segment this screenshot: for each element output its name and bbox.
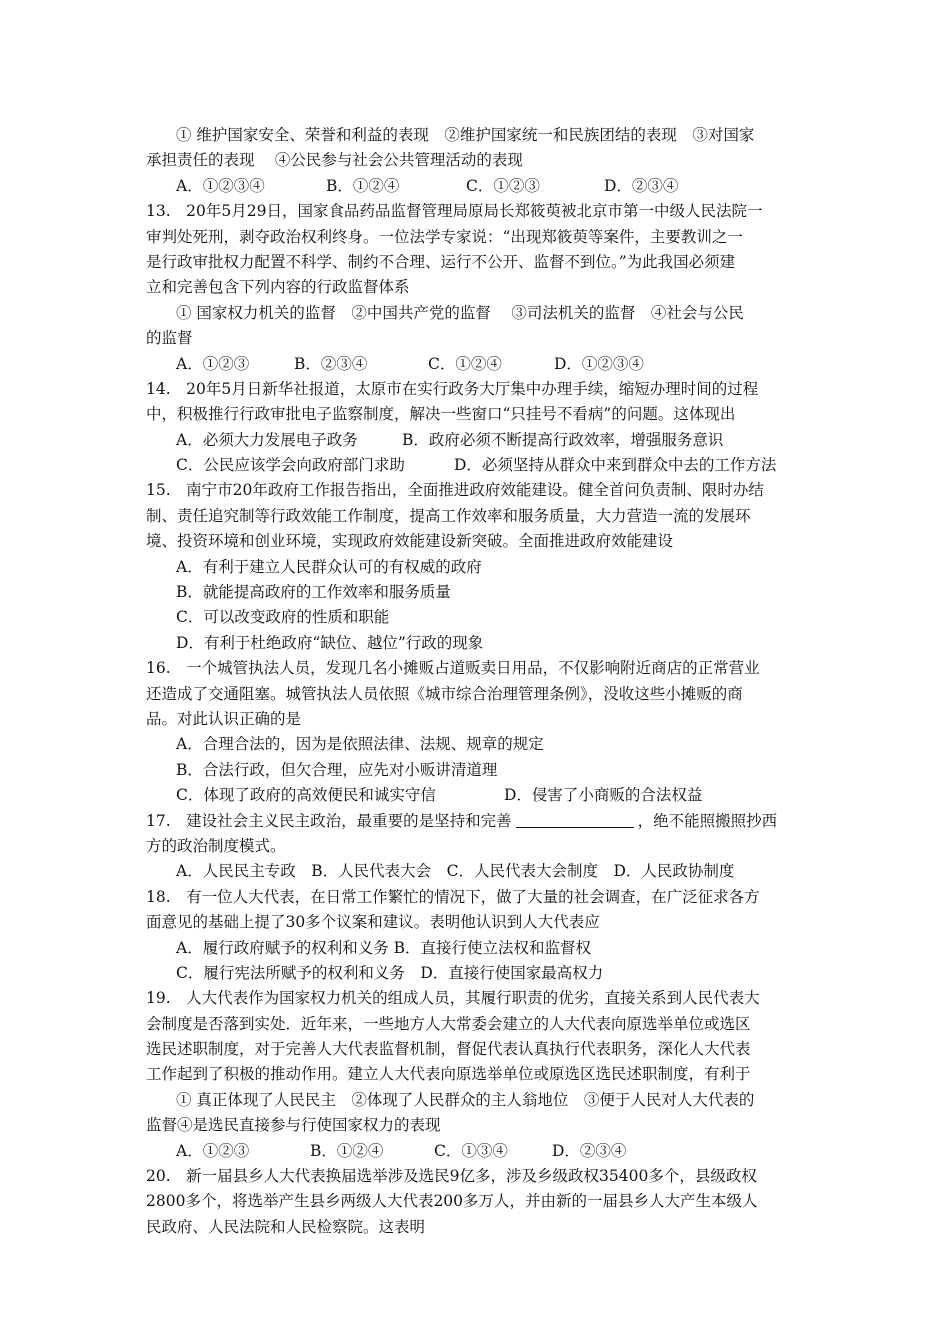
q20-stem-line3: 民政府、人民法院和人民检察院。这表明 [146, 1217, 426, 1236]
q16-option-a[interactable]: A．合理合法的，因为是依照法律、法规、规章的规定 [176, 735, 544, 754]
q13-option-c[interactable]: C．①②④ [428, 354, 502, 373]
q15-option-c[interactable]: C．可以改变政府的性质和职能 [176, 608, 390, 627]
q14-option-b[interactable]: B．政府必须不断提高行政效率，增强服务意识 [402, 430, 724, 449]
q19-choices-line2: 监督④是选民直接参与行使国家权力的表现 [146, 1116, 441, 1135]
q13-stem-line4: 立和完善包含下列内容的行政监督体系 [146, 278, 410, 297]
q20-stem-line2: 2800多个，将选举产生县乡两级人大代表200多万人，并由新的一届县乡人大产生本级人 [146, 1192, 758, 1211]
q13-options [146, 352, 808, 377]
q12-option-a[interactable]: A．①②③④ [176, 176, 265, 195]
q13-choices-line2: 的监督 [146, 329, 193, 348]
q18-stem-line1: 18. 有一位人大代表，在日常工作繁忙的情况下，做了大量的社会调查，在广泛征求各方 [146, 887, 760, 906]
q16-option-b[interactable]: B．合法行政，但欠合理，应先对小贩讲清道理 [176, 760, 498, 779]
q16-option-d[interactable]: D．侵害了小商贩的合法权益 [504, 786, 703, 805]
q20-stem-line1: 20. 新一届县乡人大代表换届选举涉及选民9亿多，涉及乡级政权35400多个，县级政权 [146, 1167, 757, 1186]
q13-stem-line2: 审判处死刑，剥夺政治权利终身。一位法学专家说：“出现郑筱萸等案件，主要教训之一 [146, 227, 743, 246]
q12-choices-line1: ① 维护国家安全、荣誉和利益的表现 ②维护国家统一和民族团结的表现 ③对国家 [176, 126, 755, 144]
q15-option-d[interactable]: D．有利于杜绝政府“缺位、越位”行政的现象 [176, 633, 484, 652]
q19-stem-line1: 19. 人大代表作为国家权力机关的组成人员，其履行职责的优劣，直接关系到人民代表大 [146, 989, 760, 1008]
page-content [146, 123, 808, 1240]
q19-options [146, 1139, 808, 1164]
q17-stem-line2: 方的政治制度模式。 [146, 836, 286, 855]
q14-options-row2 [146, 453, 808, 478]
q19-option-b[interactable]: B．①②④ [310, 1141, 384, 1160]
q15-stem-line2: 制、责任追究制等行政效能工作制度，提高工作效率和服务质量，大力营造一流的发展环 [146, 506, 751, 525]
q15-option-b[interactable]: B．就能提高政府的工作效率和服务质量 [176, 583, 451, 602]
q18-stem-line2: 面意见的基础上提了30多个议案和建议。表明他认识到人大代表应 [146, 913, 600, 932]
q19-option-a[interactable]: A．①②③ [176, 1141, 250, 1160]
q12-option-d[interactable]: D．②③④ [604, 176, 679, 195]
q18-options-ab[interactable]: A．履行政府赋予的权利和义务 B．直接行使立法权和监督权 [176, 938, 592, 957]
q13-option-d[interactable]: D．①②③④ [554, 354, 644, 373]
q19-choices-line1: ① 真正体现了人民民主 ②体现了人民群众的主人翁地位 ③便于人民对人大代表的 [176, 1090, 755, 1109]
q13-stem-line3: 是行政审批权力配置不科学、制约不合理、运行不公开、监督不到位。”为此我国必须建 [146, 252, 736, 271]
q16-stem-line2: 还造成了交通阻塞。城管执法人员依照《城市综合治理管理条例》，没收这些小摊贩的商 [146, 684, 743, 703]
q17-stem-after-blank: ，绝不能照搬照抄西 [637, 811, 778, 830]
q14-stem-line2: 中，积极推行行政审批电子监察制度，解决一些窗口“只挂号不看病”的问题。这体现出 [146, 405, 736, 424]
q12-option-b[interactable]: B．①②④ [326, 176, 400, 195]
q12-choices-line2: 承担责任的表现 ④公民参与社会公共管理活动的表现 [146, 151, 523, 170]
q15-stem-line1: 15. 南宁市20年政府工作报告指出，全面推进政府效能建设。健全首问负责制、限时办结 [146, 481, 764, 500]
q14-option-a[interactable]: A．必须大力发展电子政务 [176, 430, 358, 449]
q18-options-cd[interactable]: C．履行宪法所赋予的权利和义务 D．直接行使国家最高权力 [176, 963, 604, 982]
q14-stem-line1: 14. 20年5月日新华社报道，太原市在实行政务大厅集中办理手续，缩短办理时间的过程 [146, 379, 759, 398]
q12-options [146, 174, 808, 199]
q13-choices-line1: ① 国家权力机关的监督 ②中国共产党的监督 ③司法机关的监督 ④社会与公民 [176, 303, 744, 322]
q15-stem-line3: 境、投资环境和创业环境，实现政府效能建设新突破。全面推进政府效能建设 [146, 532, 674, 551]
q16-stem-line3: 品。对此认识正确的是 [146, 709, 302, 728]
q14-options-row1 [146, 428, 808, 453]
q17-options[interactable]: A．人民民主专政 B．人民代表大会 C．人民代表大会制度 D．人民政协制度 [176, 862, 735, 881]
q14-option-c[interactable]: C．公民应该学会向政府部门求助 [176, 456, 405, 475]
q15-option-a[interactable]: A．有利于建立人民群众认可的有权威的政府 [176, 557, 482, 576]
q19-option-c[interactable]: C．①③④ [434, 1141, 508, 1160]
q16-stem-line1: 16. 一个城管执法人员，发现几名小摊贩占道贩卖日用品，不仅影响附近商店的正常营业 [146, 659, 760, 678]
q19-stem-line2: 会制度是否落到实处．近年来，一些地方人大常委会建立的人大代表向原选举单位或选区 [146, 1014, 751, 1033]
q19-stem-line3: 选民述职制度，对于完善人大代表监督机制，督促代表认真执行代表职务，深化人大代表 [146, 1040, 751, 1059]
q19-option-d[interactable]: D．②③④ [552, 1141, 627, 1160]
q14-option-d[interactable]: D．必须坚持从群众中来到群众中去的工作方法 [454, 456, 777, 475]
q13-option-a[interactable]: A．①②③ [176, 354, 250, 373]
q13-stem-line1: 13. 20年5月29日，国家食品药品监督管理局原局长郑筱萸被北京市第一中级人民法院一 [146, 202, 763, 221]
q17-stem-line1 [146, 809, 808, 834]
q13-option-b[interactable]: B．②③④ [294, 354, 368, 373]
q17-stem-before-blank: 17. 建设社会主义民主政治，最重要的是坚持和完善 [146, 811, 512, 830]
q17-answer-blank[interactable] [516, 811, 634, 828]
q16-options-row3 [146, 783, 808, 808]
q12-option-c[interactable]: C．①②③ [466, 176, 540, 195]
q16-option-c[interactable]: C．体现了政府的高效便民和诚实守信 [176, 786, 436, 805]
q19-stem-line4: 工作起到了积极的推动作用。建立人大代表向原选举单位或原选区选民述职制度，有利于 [146, 1065, 751, 1084]
